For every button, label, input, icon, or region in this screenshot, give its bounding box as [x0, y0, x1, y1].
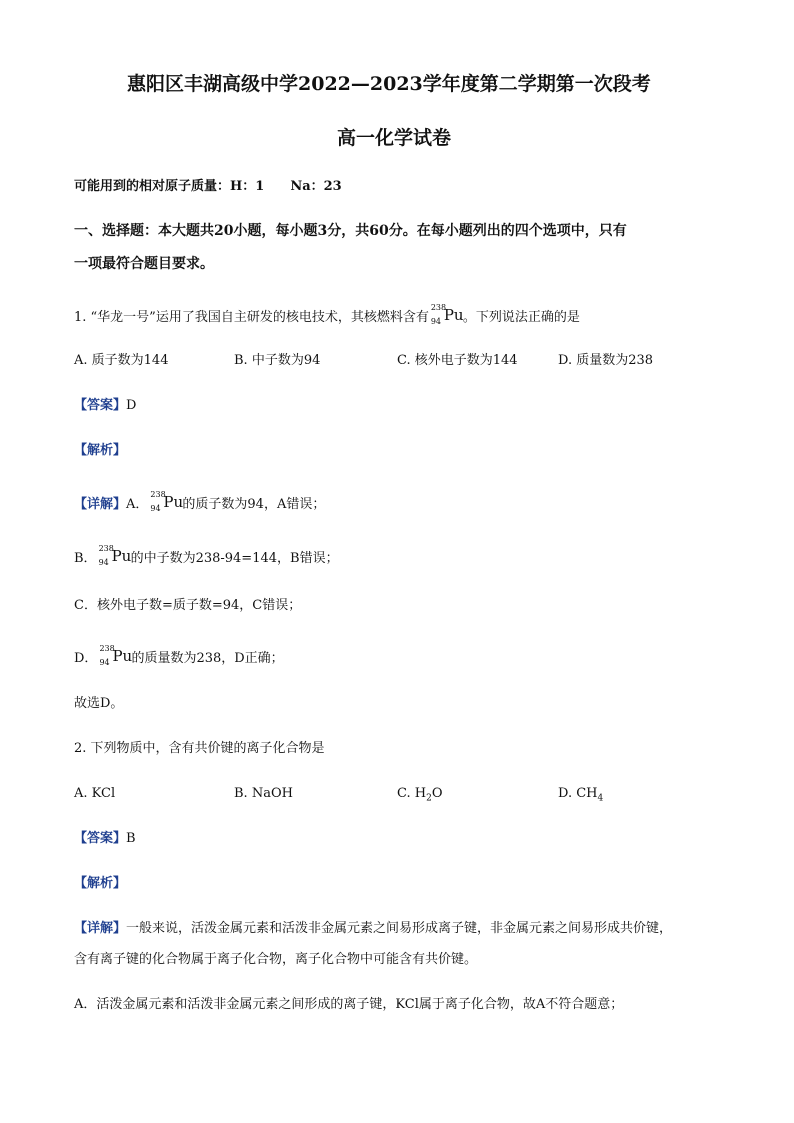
- q2-option-a: A. KCl: [74, 786, 116, 801]
- q1-detail-tag: 【详解】: [74, 497, 127, 512]
- q1-detail-a: [74, 492, 325, 514]
- q2-option-d: [558, 785, 603, 808]
- nuclide-mass-number: 238: [98, 544, 114, 553]
- q2-detail-line2: 含有离子键的化合物属于离子化合物，离子化合物中可能含有共价键。: [74, 952, 478, 967]
- section-instructions-line2: 一项最符合题目要求。: [74, 256, 214, 272]
- q2-option-c-subscript: 2: [426, 793, 432, 804]
- nuclide-pu-238: [99, 644, 133, 668]
- nuclide-mass-number: 238: [430, 303, 447, 312]
- nuclide-atomic-number: 94: [150, 504, 161, 513]
- nuclide-mass-number: 238: [150, 490, 166, 499]
- q1-option-d: D. 质量数为238: [558, 353, 654, 368]
- q1-detail-b-suffix: 的中子数为238-94=144，B错误；: [130, 551, 339, 566]
- nuclide-pu-238: [150, 490, 184, 514]
- nuclide-atomic-number: 94: [99, 658, 110, 667]
- q1-stem: [74, 305, 580, 327]
- q2-option-c: [397, 785, 443, 808]
- nuclide-symbol: Pu: [443, 306, 464, 324]
- q2-detail-a: A．活泼金属元素和活泼非金属元素之间形成的离子键，KCl属于离子化合物，故A不符合题意；: [74, 997, 624, 1012]
- nuclide-symbol: Pu: [111, 547, 132, 565]
- q2-analysis-tag: 【解析】: [74, 876, 127, 891]
- q1-detail-a-suffix: 的质子数为94，A错误；: [182, 497, 326, 512]
- section-instructions-line1: 一、选择题：本大题共20小题，每小题3分，共60分。在每小题列出的四个选项中，只有: [74, 223, 627, 239]
- nuclide-atomic-number: 94: [98, 558, 109, 567]
- exam-title-line2: 高一化学试卷: [337, 127, 452, 149]
- q2-answer-value: B: [126, 831, 136, 846]
- q2-stem: 2. 下列物质中，含有共价键的离子化合物是: [74, 741, 325, 756]
- nuclide-pu-238: [98, 544, 132, 568]
- q1-detail-d: [74, 646, 284, 668]
- q1-conclusion: 故选D。: [74, 696, 124, 711]
- q2-option-c-suffix: O: [431, 786, 443, 801]
- q1-answer: [74, 397, 136, 415]
- q1-detail-d-suffix: 的质量数为238，D正确；: [131, 651, 284, 666]
- q1-stem-after: 。下列说法正确的是: [462, 310, 580, 325]
- q1-analysis-tag: 【解析】: [74, 443, 127, 458]
- q2-detail-tag: 【详解】: [74, 921, 127, 936]
- q2-option-d-prefix: D. CH: [558, 786, 598, 801]
- nuclide-pu-238: [430, 303, 464, 327]
- q2-detail-line1-text: 一般来说，活泼金属元素和活泼非金属元素之间易形成离子键，非金属元素之间易形成共价键，: [126, 921, 673, 936]
- q2-answer: [74, 830, 136, 848]
- q1-detail-d-prefix: D．: [74, 651, 98, 666]
- q2-answer-tag: 【答案】: [74, 831, 127, 846]
- nuclide-symbol: Pu: [163, 493, 184, 511]
- exam-title-line1: 惠阳区丰湖高级中学2022—2023学年度第二学期第一次段考: [127, 73, 651, 95]
- q1-detail-c: C．核外电子数=质子数=94，C错误；: [74, 598, 302, 613]
- nuclide-symbol: Pu: [112, 647, 133, 665]
- nuclide-atomic-number: 94: [430, 317, 442, 326]
- q1-option-c: C. 核外电子数为144: [397, 353, 518, 368]
- q1-option-a: A. 质子数为144: [74, 353, 169, 368]
- q1-answer-tag: 【答案】: [74, 398, 127, 413]
- q1-detail-b-prefix: B．: [74, 551, 97, 566]
- q2-option-c-prefix: C. H: [397, 786, 427, 801]
- q2-option-d-subscript: 4: [597, 793, 604, 804]
- q2-option-b: B. NaOH: [234, 786, 293, 801]
- q1-answer-value: D: [126, 398, 137, 413]
- q1-option-b: B. 中子数为94: [234, 353, 321, 368]
- q1-detail-a-prefix: A．: [126, 497, 149, 512]
- q1-stem-before: 1. “华龙一号”运用了我国自主研发的核电技术，其核燃料含有: [74, 310, 429, 325]
- atomic-mass-note: 可能用到的相对原子质量：H：1 Na：23: [74, 179, 342, 194]
- q1-detail-b: [74, 546, 339, 568]
- q2-detail-line1: [74, 920, 672, 938]
- nuclide-mass-number: 238: [99, 644, 115, 653]
